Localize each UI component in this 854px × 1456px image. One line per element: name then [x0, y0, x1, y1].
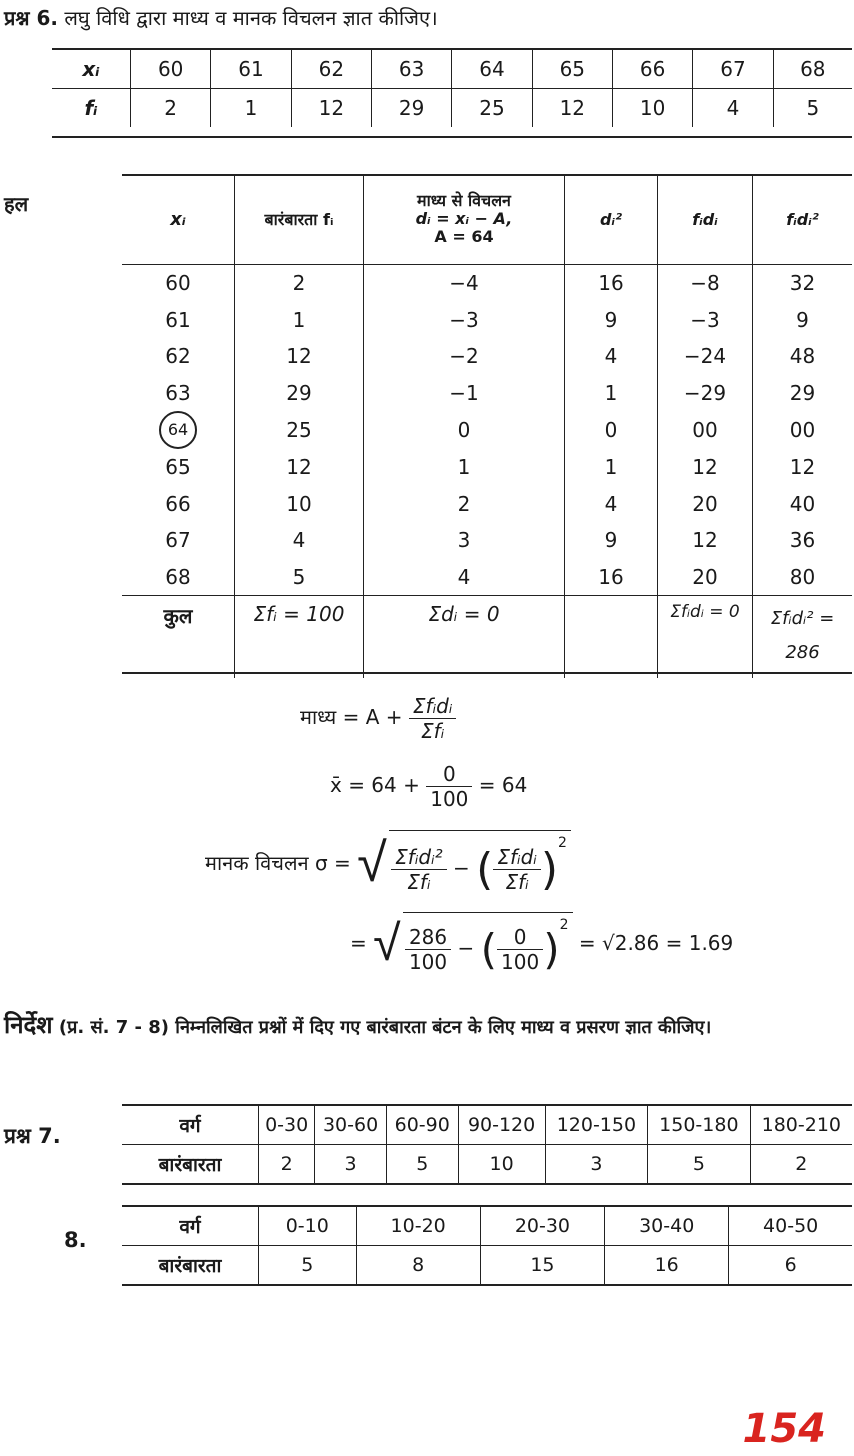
table-row	[122, 375, 852, 412]
table-cell-class: 30-40	[605, 1206, 729, 1246]
sd2-radicand	[403, 912, 573, 974]
cell-fd-squared: 48	[753, 338, 853, 375]
sd2-fraction-1	[405, 925, 451, 974]
page-number: 154	[742, 1406, 826, 1452]
cell-frequency: 1	[235, 302, 364, 339]
table-cell-frequency: 8	[356, 1246, 480, 1286]
table-row	[122, 302, 852, 339]
total-fd-squared	[753, 596, 853, 679]
table-row	[122, 1145, 852, 1185]
question-8-label: 8.	[64, 1228, 87, 1252]
table-cell-class: 180-210	[750, 1105, 852, 1145]
cell-frequency: 29	[235, 375, 364, 412]
cell-deviation: 2	[364, 486, 565, 523]
cell-fd: 20	[658, 486, 753, 523]
solution-label: हल	[4, 192, 29, 216]
table-cell-f: 4	[693, 89, 773, 128]
table-cell-f: 29	[371, 89, 451, 128]
sd-denominator-2: Σfᵢ	[505, 870, 529, 894]
sd2-square: 2	[559, 917, 569, 933]
instruction-label: निर्देश	[4, 1011, 53, 1039]
sqrt-sign-icon: √	[357, 830, 387, 894]
table-cell-class: 0-30	[259, 1105, 315, 1145]
cell-deviation: 1	[364, 449, 565, 486]
mean-numerator: Σfᵢdᵢ	[409, 694, 457, 719]
table-cell-frequency: 10	[458, 1145, 545, 1185]
cell-deviation: 0	[364, 411, 565, 449]
table-cell-class: 90-120	[458, 1105, 545, 1145]
cell-fd: −8	[658, 265, 753, 302]
table-cell-frequency: 2	[259, 1145, 315, 1185]
cell-fd: −24	[658, 338, 753, 375]
table-cell-f: 12	[291, 89, 371, 128]
total-row	[122, 596, 852, 679]
solution-table	[122, 174, 852, 678]
cell-d-squared: 9	[565, 302, 658, 339]
instruction-text: (प्र. सं. 7 - 8) निम्नलिखित प्रश्नों में दिए गए बारंबारता बंटन के लिए माध्य व प्रसरण ज्ञात कीजिए।	[58, 1017, 712, 1038]
cell-d-squared: 1	[565, 375, 658, 412]
cell-x: 67	[165, 528, 191, 553]
cell-fd-squared: 9	[753, 302, 853, 339]
sd2-numerator-2: 0	[497, 925, 543, 950]
cell-deviation: 4	[364, 559, 565, 596]
table-cell-frequency: 6	[729, 1246, 852, 1286]
cell-x: 61	[165, 307, 191, 332]
solution-header-row	[122, 174, 852, 265]
cell-d-squared: 16	[565, 265, 658, 302]
table-cell-class: 120-150	[545, 1105, 647, 1145]
table-cell-f: 12	[532, 89, 612, 128]
table-row	[122, 559, 852, 596]
header-x: xᵢ	[122, 174, 235, 265]
table-cell-class: 0-10	[259, 1206, 357, 1246]
circled-assumed-mean: 64	[159, 411, 197, 449]
table-row	[122, 486, 852, 523]
table-cell-f: 1	[211, 89, 291, 128]
table-cell-frequency: 5	[259, 1246, 357, 1286]
table-row	[122, 411, 852, 449]
table-cell-f: 25	[452, 89, 532, 128]
row-label-x: xᵢ	[52, 50, 131, 89]
table-cell-f: 2	[131, 89, 211, 128]
table-cell-x: 68	[773, 50, 852, 89]
question-8-table	[122, 1205, 852, 1286]
sd-radicand	[389, 830, 571, 895]
cell-d-squared: 4	[565, 338, 658, 375]
table-cell-f: 10	[612, 89, 692, 128]
cell-fd: 12	[658, 522, 753, 559]
header-deviation	[364, 174, 565, 265]
mean-lhs: माध्य = A +	[300, 705, 403, 729]
row-label-frequency: बारंबारता	[158, 1255, 222, 1277]
sd-numerator-1: Σfᵢdᵢ²	[391, 845, 447, 870]
table-cell-class: 20-30	[480, 1206, 604, 1246]
cell-frequency: 5	[235, 559, 364, 596]
xbar-lhs: x̄ = 64 +	[330, 773, 420, 797]
table-cell-class: 30-60	[315, 1105, 387, 1145]
total-deviation: Σdᵢ = 0	[364, 596, 565, 679]
cell-fd: 12	[658, 449, 753, 486]
xbar-rhs: = 64	[478, 773, 528, 797]
header-frequency: बारंबारता fᵢ	[235, 174, 364, 265]
row-label-class: वर्ग	[122, 1105, 259, 1145]
table-cell-frequency: 16	[605, 1246, 729, 1286]
question-6-text: लघु विधि द्वारा माध्य व मानक विचलन ज्ञात कीजिए।	[64, 6, 438, 30]
sqrt-sign-icon: √	[373, 914, 401, 972]
mean-formula	[300, 694, 456, 743]
cell-deviation: −1	[364, 375, 565, 412]
table-row	[122, 522, 852, 559]
sd-evaluation	[350, 912, 733, 974]
paren-close-icon: )	[540, 844, 559, 895]
question-7-table	[122, 1104, 852, 1185]
sd2-numerator-1: 286	[405, 925, 451, 950]
table-cell-f: 5	[773, 89, 852, 128]
cell-fd-squared: 12	[753, 449, 853, 486]
cell-fd: −29	[658, 375, 753, 412]
sd2-denominator-1: 100	[408, 950, 448, 974]
table-cell-x: 67	[693, 50, 773, 89]
xbar-denominator: 100	[430, 787, 469, 811]
cell-d-squared: 1	[565, 449, 658, 486]
cell-d-squared: 16	[565, 559, 658, 596]
row-label-frequency: बारंबारता	[158, 1154, 222, 1176]
cell-deviation: −4	[364, 265, 565, 302]
cell-deviation: −3	[364, 302, 565, 339]
sd-square: 2	[558, 835, 567, 851]
cell-fd-squared: 00	[753, 411, 853, 449]
table-cell-class: 60-90	[386, 1105, 458, 1145]
total-frequency: Σfᵢ = 100	[235, 596, 364, 679]
sd-fraction-1	[391, 845, 447, 894]
total-label: कुल	[122, 596, 235, 679]
xbar-numerator: 0	[426, 762, 472, 787]
row-label-class: वर्ग	[122, 1206, 259, 1246]
header-fd: fᵢdᵢ	[658, 174, 753, 265]
table-row	[122, 338, 852, 375]
table-cell-x: 64	[452, 50, 532, 89]
cell-x: 66	[165, 491, 191, 516]
paren-open-icon: (	[480, 925, 497, 974]
paren-close-icon: )	[543, 925, 560, 974]
mean-fraction	[409, 694, 457, 743]
table-row	[122, 1246, 852, 1286]
sd2-eq: =	[350, 931, 367, 955]
sd2-rhs: = √2.86 = 1.69	[578, 931, 734, 955]
cell-fd-squared: 36	[753, 522, 853, 559]
cell-d-squared: 0	[565, 411, 658, 449]
sd-formula	[205, 830, 571, 900]
table-cell-x: 60	[131, 50, 211, 89]
sd2-fraction-2	[497, 925, 543, 974]
question-7-label: प्रश्न 7.	[4, 1124, 61, 1148]
xbar-fraction	[426, 762, 472, 811]
cell-d-squared: 9	[565, 522, 658, 559]
total-fd-squared-fd2_line1: Σfᵢdᵢ² =	[770, 608, 835, 629]
cell-frequency: 12	[235, 338, 364, 375]
mean-denominator: Σfᵢ	[421, 719, 445, 743]
question-6-label: प्रश्न 6.	[4, 6, 58, 30]
sd-numerator-2: Σfᵢdᵢ	[493, 845, 541, 870]
header-fd-squared: fᵢdᵢ²	[753, 174, 853, 265]
table-row	[52, 89, 852, 128]
cell-x: 68	[165, 564, 191, 589]
cell-x: 63	[165, 380, 191, 405]
cell-frequency: 12	[235, 449, 364, 486]
cell-fd-squared: 29	[753, 375, 853, 412]
table-row	[122, 265, 852, 302]
cell-fd: 00	[658, 411, 753, 449]
header-deviation-line2: dᵢ = xᵢ − A,	[415, 209, 513, 228]
table-cell-frequency: 2	[750, 1145, 852, 1185]
instruction	[4, 1008, 852, 1045]
header-deviation-line3: A = 64	[434, 227, 494, 246]
cell-frequency: 4	[235, 522, 364, 559]
cell-x: 65	[165, 455, 191, 480]
sd-fraction-2	[493, 845, 541, 894]
total-fd-squared-fd2_line2: 286	[785, 642, 820, 663]
table-row	[122, 449, 852, 486]
question-6-table	[52, 50, 852, 127]
cell-x: 62	[165, 344, 191, 369]
sd2-minus: −	[457, 936, 475, 960]
question-6-heading	[4, 4, 438, 31]
table-cell-frequency: 15	[480, 1246, 604, 1286]
table-row	[122, 1105, 852, 1145]
sd-minus: −	[453, 856, 470, 880]
total-empty	[565, 596, 658, 679]
header-d-squared: dᵢ²	[565, 174, 658, 265]
cell-x	[122, 411, 235, 449]
cell-fd-squared: 40	[753, 486, 853, 523]
paren-open-icon: (	[476, 844, 494, 895]
cell-d-squared: 4	[565, 486, 658, 523]
sd-denominator-1: Σfᵢ	[407, 870, 431, 894]
cell-frequency: 25	[235, 411, 364, 449]
table-cell-x: 61	[211, 50, 291, 89]
table-cell-x: 63	[371, 50, 451, 89]
table-cell-class: 40-50	[729, 1206, 852, 1246]
table-cell-x: 65	[532, 50, 612, 89]
xbar-formula	[330, 762, 527, 811]
cell-deviation: −2	[364, 338, 565, 375]
table-cell-frequency: 3	[315, 1145, 387, 1185]
table-cell-x: 62	[291, 50, 371, 89]
table-cell-frequency: 5	[386, 1145, 458, 1185]
cell-x: 60	[165, 271, 191, 296]
row-label-f: fᵢ	[84, 96, 98, 120]
header-deviation-line1: माध्य से विचलन	[417, 191, 511, 210]
table-cell-frequency: 5	[648, 1145, 750, 1185]
table-cell-frequency: 3	[545, 1145, 647, 1185]
table-cell-class: 10-20	[356, 1206, 480, 1246]
cell-fd: −3	[658, 302, 753, 339]
total-fd: Σfᵢdᵢ = 0	[658, 596, 753, 679]
cell-fd-squared: 32	[753, 265, 853, 302]
cell-deviation: 3	[364, 522, 565, 559]
table-cell-x: 66	[612, 50, 692, 89]
cell-frequency: 10	[235, 486, 364, 523]
cell-fd-squared: 80	[753, 559, 853, 596]
cell-frequency: 2	[235, 265, 364, 302]
table-cell-class: 150-180	[648, 1105, 750, 1145]
sd2-denominator-2: 100	[501, 950, 540, 974]
sd-lhs: मानक विचलन σ =	[205, 851, 351, 875]
cell-fd: 20	[658, 559, 753, 596]
table-row	[52, 50, 852, 89]
table-row	[122, 1206, 852, 1246]
